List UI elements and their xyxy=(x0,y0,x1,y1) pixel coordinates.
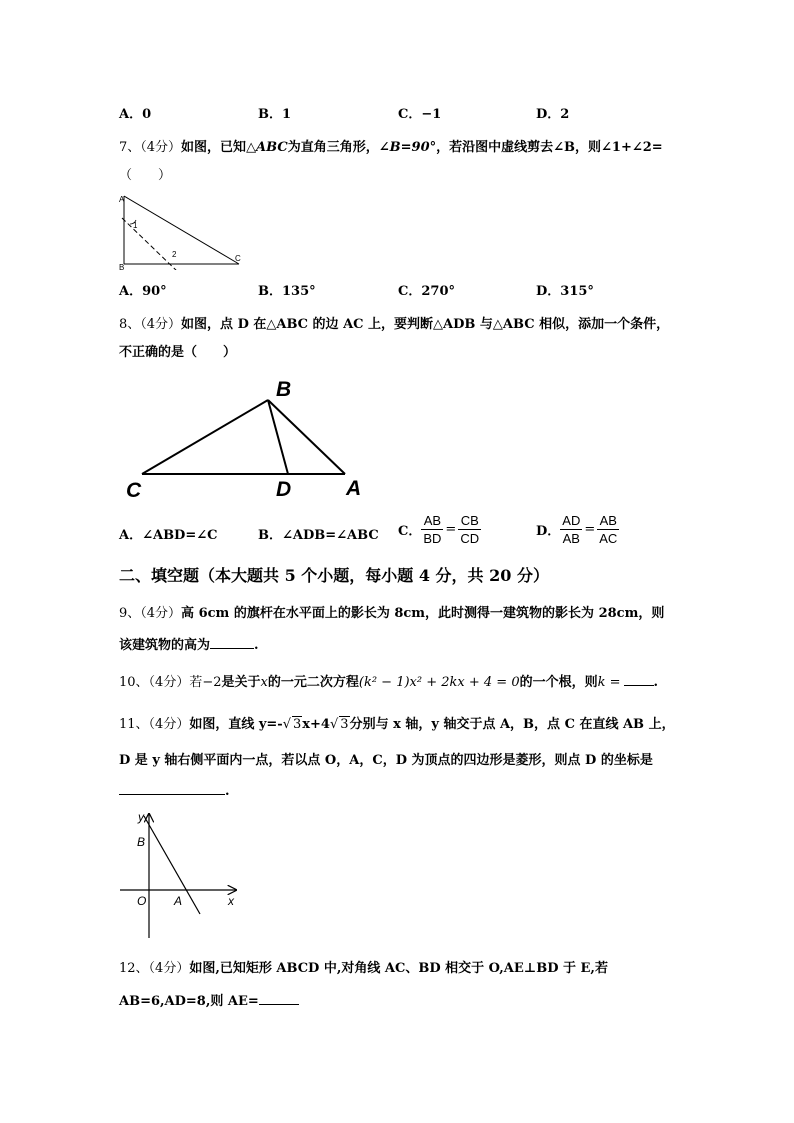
root-value: −2 xyxy=(202,675,222,690)
line-ab xyxy=(144,816,200,914)
question-number: 10、（4分） xyxy=(119,675,190,690)
answer-blank[interactable] xyxy=(119,782,225,795)
side-cb xyxy=(142,400,268,474)
variable-x: x xyxy=(260,675,268,690)
question-text: 如图，点 D 在△ABC 的边 AC 上，要判断△ADB 与△ABC 相似，添加一个条件， xyxy=(181,317,670,332)
period: . xyxy=(653,675,659,690)
section-heading: 二、填空题（本大题共 5 个小题，每小题 4 分，共 20 分） xyxy=(119,566,549,585)
question-9 xyxy=(119,602,664,621)
cut-line xyxy=(122,218,180,270)
label-a: A xyxy=(119,195,125,204)
question-7 xyxy=(119,136,663,155)
question-text: 如图，直线 y=- xyxy=(189,717,283,732)
numerator: CB xyxy=(458,512,481,530)
question-number: 12、（4分） xyxy=(119,961,190,976)
question-10 xyxy=(119,671,658,690)
q11-figure xyxy=(118,808,243,943)
option-b: B．∠ADB=∠ABC xyxy=(258,528,379,543)
variable-k: k = xyxy=(597,675,621,690)
question-number: 9、（4分） xyxy=(119,606,182,621)
sqrt-radicand: 3 xyxy=(340,717,349,732)
question-text: 如图，已知 xyxy=(181,140,247,155)
segment-bd xyxy=(268,400,288,474)
sqrt-sign: √ xyxy=(282,717,291,732)
period: . xyxy=(254,638,259,653)
answer-bracket: （ ） xyxy=(119,168,172,183)
label-b: B xyxy=(119,263,125,270)
q7-figure xyxy=(118,190,248,270)
question-text: 分别与 x 轴，y 轴交于点 A，B，点 C 在直线 AB 上， xyxy=(349,717,675,732)
question-8 xyxy=(119,313,669,332)
fraction xyxy=(421,512,443,547)
side-ac xyxy=(124,196,239,264)
option-a: A．90° xyxy=(119,284,167,299)
angle-condition: ∠B=90° xyxy=(378,140,437,155)
equation: (k² − 1)x² + 2kx + 4 = 0 xyxy=(358,675,520,690)
numerator: AB xyxy=(597,512,619,530)
label-angle-2: 2 xyxy=(172,250,177,259)
answer-blank[interactable] xyxy=(259,992,299,1005)
option-d: D．2 xyxy=(536,107,570,122)
side-ba xyxy=(268,400,345,474)
option-b: B．1 xyxy=(258,107,292,122)
label-x: x xyxy=(228,894,234,908)
label-a: A xyxy=(174,894,183,908)
denominator: AB xyxy=(562,531,580,546)
denominator: CD xyxy=(460,531,480,546)
option-b: B．135° xyxy=(258,284,316,299)
answer-blank[interactable] xyxy=(624,673,654,686)
question-number: 7、（4分） xyxy=(119,140,182,155)
option-c: C．−1 xyxy=(398,107,442,122)
equals-sign: = xyxy=(445,522,457,537)
fraction xyxy=(597,512,619,547)
question-11 xyxy=(119,713,675,732)
equals-sign: = xyxy=(584,522,596,537)
question-text: AB=6,AD=8,则 AE= xyxy=(119,994,259,1009)
question-number: 11、（4分） xyxy=(119,717,190,732)
option-d: D．315° xyxy=(536,284,594,299)
question-11-line3 xyxy=(119,782,230,799)
option-label: D． xyxy=(536,524,561,539)
label-a: A xyxy=(346,477,362,500)
denominator: AC xyxy=(599,531,618,546)
numerator: AB xyxy=(421,512,443,530)
question-12-line2 xyxy=(119,990,299,1009)
question-11-line2: D 是 y 轴右侧平面内一点，若以点 O，A，C，D 为顶点的四边形是菱形，则点 D 的坐标是 xyxy=(119,753,653,768)
sqrt-radicand: 3 xyxy=(293,717,302,732)
answer-blank[interactable] xyxy=(210,636,254,649)
question-text: 是关于 xyxy=(221,675,261,690)
option-c: C．270° xyxy=(398,284,455,299)
label-angle-1: 1 xyxy=(133,221,138,230)
label-b: B xyxy=(137,835,146,849)
question-text: 高 6cm 的旗杆在水平面上的影长为 8cm，此时测得一建筑物的影长为 28cm，则 xyxy=(181,606,665,621)
label-b: B xyxy=(276,378,292,401)
question-9-line2 xyxy=(119,634,259,653)
option-label: C． xyxy=(398,524,422,539)
numerator: AD xyxy=(562,513,581,528)
question-8-line2: 不正确的是（ ） xyxy=(119,345,237,360)
label-d: D xyxy=(276,478,292,501)
question-number: 8、（4分） xyxy=(119,317,182,332)
fraction xyxy=(458,512,481,547)
label-c: C xyxy=(126,479,142,502)
q8-figure xyxy=(118,370,378,502)
question-text: 该建筑物的高为 xyxy=(119,638,211,653)
question-text: 若 xyxy=(189,675,203,690)
question-text: 为直角三角形， xyxy=(287,140,379,155)
question-text: 如图,已知矩形 ABCD 中,对角线 AC、BD 相交于 O,AE⊥BD 于 E,若 xyxy=(189,961,608,976)
option-a: A．0 xyxy=(119,107,152,122)
label-o: O xyxy=(137,894,147,908)
question-12 xyxy=(119,957,608,976)
triangle-name: △ABC xyxy=(246,140,288,155)
sqrt-sign: √ xyxy=(329,717,339,732)
question-text: ，若沿图中虚线剪去∠B，则∠1+∠2= xyxy=(436,140,663,155)
option-a: A．∠ABD=∠C xyxy=(119,528,218,543)
period: . xyxy=(225,784,230,799)
option-d xyxy=(536,512,619,547)
question-text: 的一元二次方程 xyxy=(267,675,359,690)
question-text: x+4 xyxy=(302,717,330,732)
denominator: BD xyxy=(423,531,442,546)
question-text: 的一个根，则 xyxy=(519,675,598,690)
fraction xyxy=(560,512,582,547)
option-c xyxy=(398,512,481,547)
label-c: C xyxy=(235,254,241,263)
label-y: y xyxy=(138,810,144,824)
